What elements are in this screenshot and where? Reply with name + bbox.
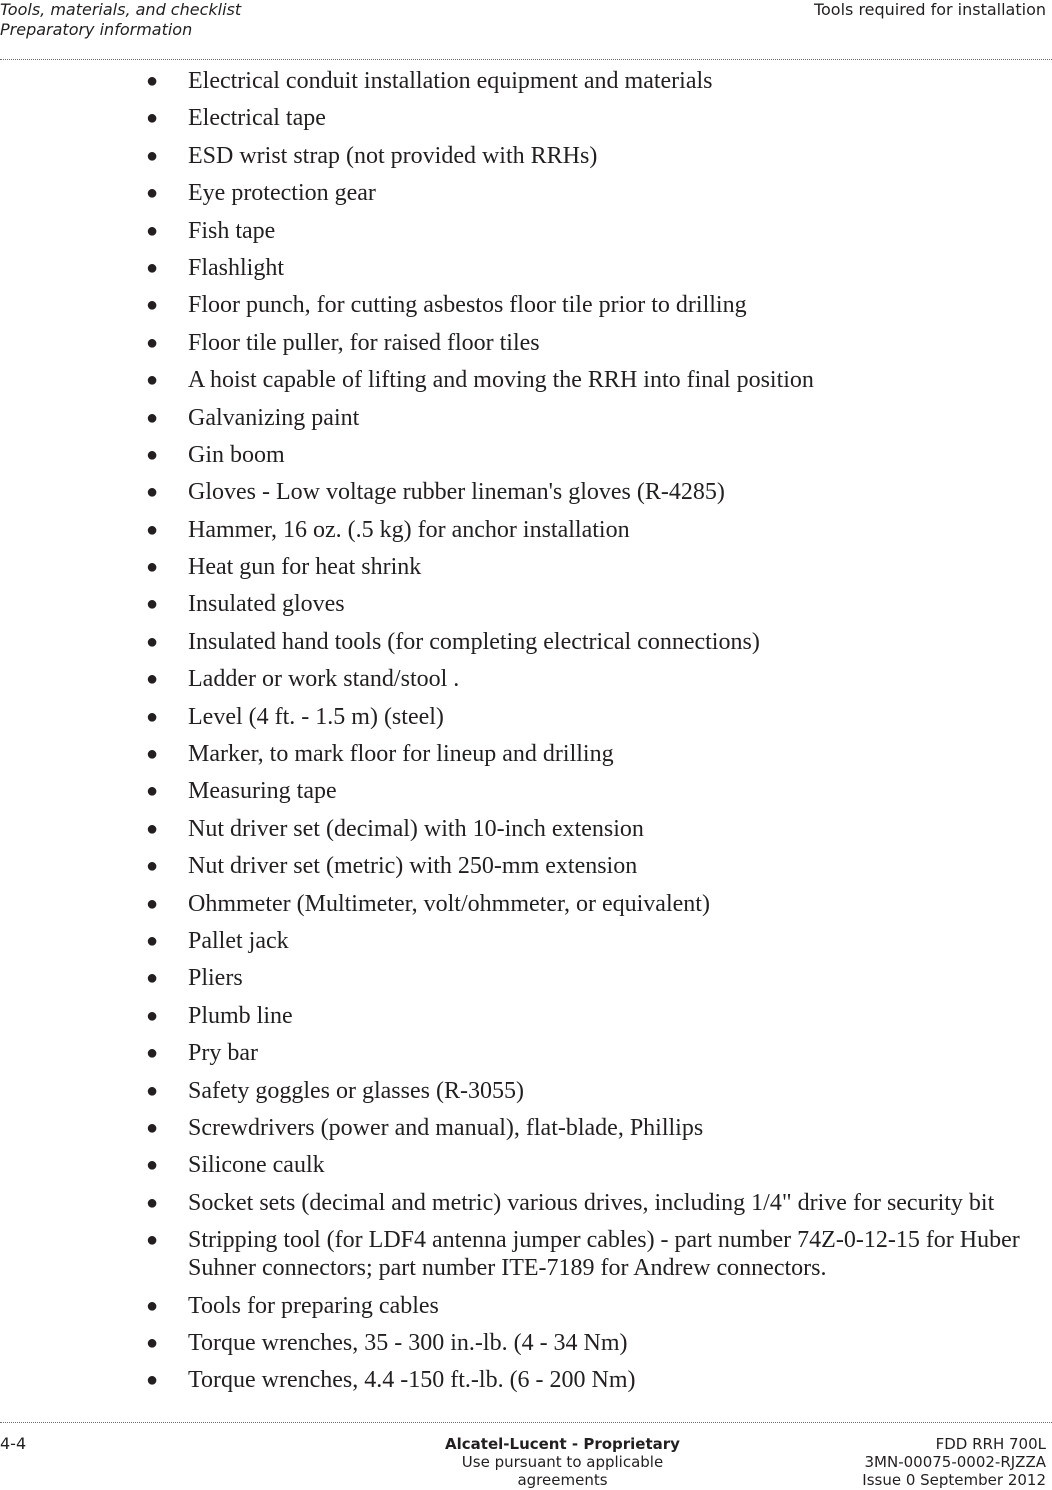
list-item-text: Measuring tape: [188, 778, 337, 805]
bullet-icon: ●: [146, 1294, 159, 1317]
bullet-icon: ●: [146, 331, 159, 354]
bullet-icon: ●: [146, 144, 159, 167]
list-item-text: Floor tile puller, for raised floor tiles: [188, 329, 540, 356]
footer-document-info: [862, 1435, 1046, 1489]
list-item: [0, 703, 1052, 731]
bullet-icon: ●: [146, 892, 159, 915]
bullet-icon: ●: [146, 1191, 159, 1214]
list-item: [0, 1002, 1052, 1030]
list-item-text: Heat gun for heat shrink: [188, 554, 422, 581]
bullet-icon: ●: [146, 967, 159, 990]
bullet-icon: ●: [146, 817, 159, 840]
list-item: [0, 1189, 1052, 1217]
list-item: [0, 404, 1052, 432]
list-item: [0, 217, 1052, 245]
footer-product-name: FDD RRH 700L: [935, 1435, 1046, 1453]
list-item: [0, 291, 1052, 319]
list-item: [0, 478, 1052, 506]
footer-divider: [0, 1422, 1052, 1423]
list-item: [0, 927, 1052, 955]
list-item-text: Safety goggles or glasses (R-3055): [188, 1077, 524, 1104]
list-item: [0, 441, 1052, 469]
list-item-text: Stripping tool (for LDF4 antenna jumper cables) - part number 74Z-0-12-15 for Huber Suhner connectors; part number ITE-7189 for Andrew connectors.: [188, 1227, 1020, 1282]
bullet-icon: ●: [146, 556, 159, 579]
list-item-text: Nut driver set (metric) with 250-mm extension: [188, 853, 638, 880]
bullet-icon: ●: [146, 481, 159, 504]
list-item-text: Pliers: [188, 965, 243, 992]
list-item: [0, 329, 1052, 357]
list-item: [0, 254, 1052, 282]
list-item-text: Torque wrenches, 4.4 -150 ft.-lb. (6 - 200 Nm): [188, 1367, 636, 1394]
list-item-text: Ladder or work stand/stool .: [188, 666, 460, 693]
list-item: [0, 665, 1052, 693]
list-item: [0, 1114, 1052, 1142]
list-item-text: Tools for preparing cables: [188, 1292, 439, 1319]
list-item-text: Electrical conduit installation equipment and materials: [188, 68, 713, 94]
header-section-title: Preparatory information: [0, 20, 193, 39]
bullet-icon: ●: [146, 256, 159, 279]
bullet-icon: ●: [146, 1154, 159, 1177]
bullet-icon: ●: [146, 630, 159, 653]
bullet-icon: ●: [146, 705, 159, 728]
bullet-icon: ●: [146, 1229, 159, 1252]
bullet-icon: ●: [146, 780, 159, 803]
header-divider: [0, 59, 1052, 60]
bullet-icon: ●: [146, 1004, 159, 1027]
list-item: [0, 516, 1052, 544]
bullet-icon: ●: [146, 593, 159, 616]
list-item: [0, 104, 1052, 132]
list-item-text: Floor punch, for cutting asbestos floor tile prior to drilling: [188, 292, 747, 319]
bullet-icon: ●: [146, 518, 159, 541]
bullet-icon: ●: [146, 1042, 159, 1065]
list-item: [0, 366, 1052, 394]
list-item-text: Galvanizing paint: [188, 404, 360, 431]
list-item-text: Ohmmeter (Multimeter, volt/ohmmeter, or equivalent): [188, 890, 710, 917]
bullet-icon: ●: [146, 107, 159, 130]
list-item-text: Insulated gloves: [188, 591, 345, 618]
list-item-text: Screwdrivers (power and manual), flat-blade, Phillips: [188, 1114, 704, 1141]
page-number: 4-4: [0, 1434, 27, 1453]
footer-issue-date: Issue 0 September 2012: [862, 1471, 1046, 1489]
list-item-text: A hoist capable of lifting and moving the RRH into final position: [188, 367, 814, 394]
bullet-icon: ●: [146, 929, 159, 952]
list-item: [0, 1226, 1052, 1282]
list-item-text: Pallet jack: [188, 927, 289, 954]
footer-proprietary-notice: [430, 1435, 695, 1489]
bullet-icon: ●: [146, 1116, 159, 1139]
bullet-icon: ●: [146, 406, 159, 429]
list-item: [0, 740, 1052, 768]
list-item-text: Eye protection gear: [188, 180, 376, 207]
list-item: [0, 1151, 1052, 1179]
list-item: [0, 67, 1052, 95]
list-item-text: Socket sets (decimal and metric) various drives, including 1/4" drive for security bit: [188, 1189, 995, 1216]
bullet-icon: ●: [146, 70, 159, 92]
list-item-text: Electrical tape: [188, 105, 326, 132]
bullet-icon: ●: [146, 369, 159, 392]
list-item: [0, 777, 1052, 805]
running-header-section: [0, 0, 241, 40]
list-item-text: Marker, to mark floor for lineup and drilling: [188, 741, 614, 768]
list-item: [0, 142, 1052, 170]
bullet-icon: ●: [146, 743, 159, 766]
list-item-text: Torque wrenches, 35 - 300 in.-lb. (4 - 34 Nm): [188, 1329, 628, 1356]
list-item: [0, 852, 1052, 880]
list-item: [0, 1077, 1052, 1105]
bullet-icon: ●: [146, 1079, 159, 1102]
list-item: [0, 590, 1052, 618]
list-item-text: Fish tape: [188, 217, 276, 244]
list-item: [0, 628, 1052, 656]
list-item: [0, 815, 1052, 843]
bullet-icon: ●: [146, 1369, 159, 1392]
bullet-icon: ●: [146, 668, 159, 691]
list-item-text: Flashlight: [188, 254, 285, 281]
bullet-icon: ●: [146, 855, 159, 878]
list-item: [0, 964, 1052, 992]
bullet-icon: ●: [146, 182, 159, 205]
list-item-text: Nut driver set (decimal) with 10-inch extension: [188, 815, 644, 842]
list-item-text: Hammer, 16 oz. (.5 kg) for anchor installation: [188, 516, 630, 543]
list-item-text: Plumb line: [188, 1002, 293, 1029]
bullet-icon: ●: [146, 1331, 159, 1354]
list-item: [0, 890, 1052, 918]
list-item: [0, 1366, 1052, 1394]
list-item: [0, 1329, 1052, 1357]
list-item: [0, 553, 1052, 581]
list-item-text: Level (4 ft. - 1.5 m) (steel): [188, 703, 444, 730]
bullet-icon: ●: [146, 443, 159, 466]
footer-usage-note: Use pursuant to applicable agreements: [461, 1453, 664, 1489]
list-item: [0, 179, 1052, 207]
list-item-text: ESD wrist strap (not provided with RRHs): [188, 142, 598, 169]
header-chapter-title: Tools, materials, and checklist: [0, 0, 242, 19]
list-item-text: Insulated hand tools (for completing electrical connections): [188, 628, 760, 655]
list-item-text: Pry bar: [188, 1040, 258, 1067]
list-item: [0, 1292, 1052, 1320]
footer-proprietary-label: Alcatel-Lucent - Proprietary: [445, 1435, 680, 1453]
bullet-icon: ●: [146, 294, 159, 317]
list-item-text: Gloves - Low voltage rubber lineman's gloves (R-4285): [188, 479, 725, 506]
list-item-text: Gin boom: [188, 441, 285, 468]
footer-document-number: 3MN-00075-0002-RJZZA: [864, 1453, 1046, 1471]
tools-bullet-list: [0, 67, 1052, 1404]
list-item: [0, 1039, 1052, 1067]
bullet-icon: ●: [146, 219, 159, 242]
header-topic-title: Tools required for installation: [813, 0, 1046, 19]
list-item-text: Silicone caulk: [188, 1152, 325, 1179]
